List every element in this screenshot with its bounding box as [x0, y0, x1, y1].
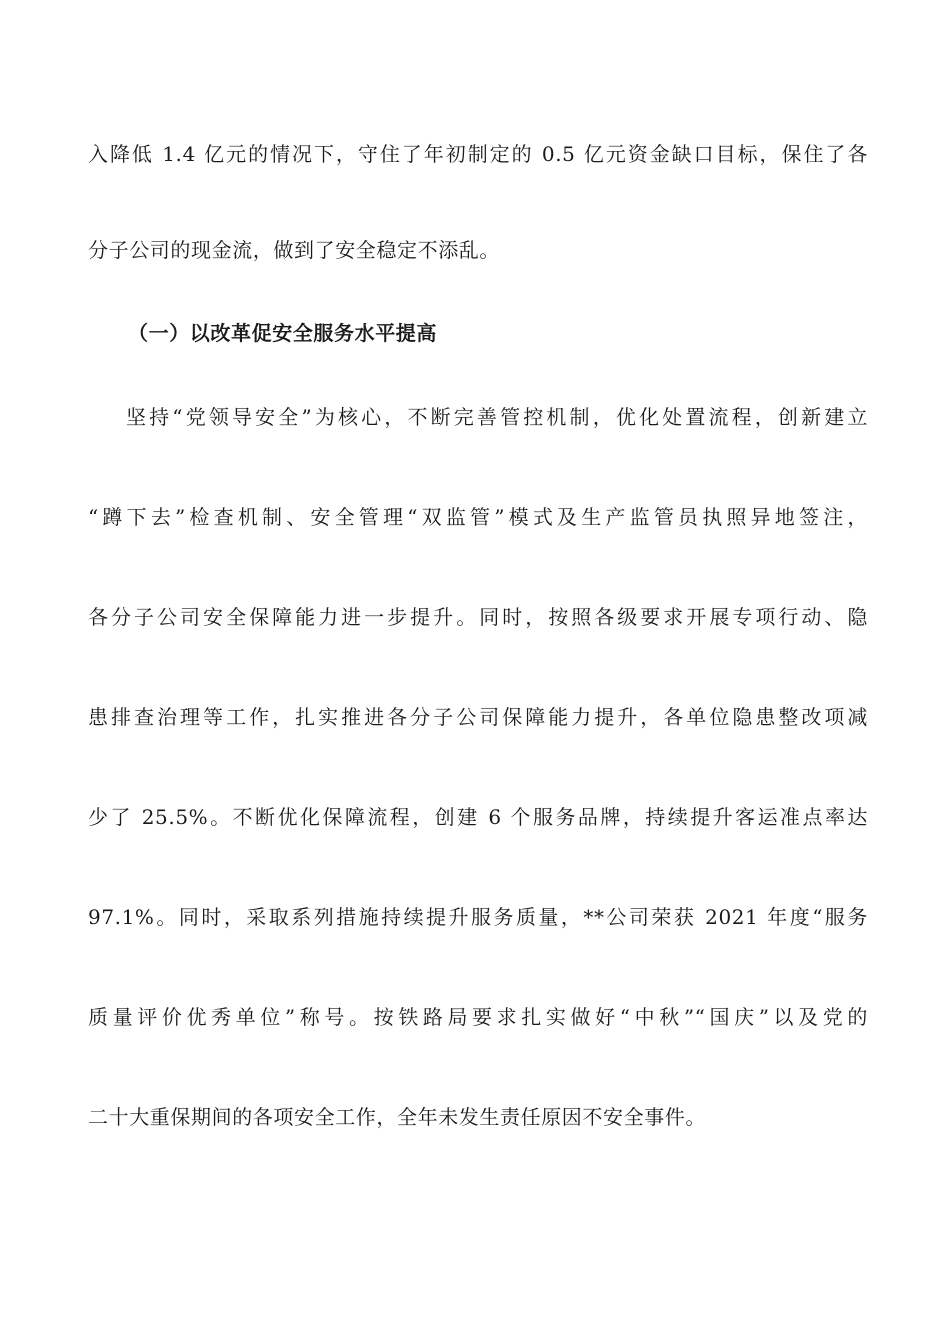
paragraph-line-3: 各分子公司安全保障能力进一步提升。同时，按照各级要求开展专项行动、隐 [88, 605, 868, 629]
paragraph-line-7: 质量评价优秀单位”称号。按铁路局要求扎实做好“中秋”“国庆”以及党的 [88, 1005, 868, 1029]
paragraph-line-8: 二十大重保期间的各项安全工作，全年未发生责任原因不安全事件。 [88, 1105, 706, 1129]
paragraph-line-1: 坚持“党领导安全”为核心，不断完善管控机制，优化处置流程，创新建立 [126, 405, 868, 429]
paragraph-line-6: 97.1%。同时，采取系列措施持续提升服务质量，**公司荣获 2021 年度“服务 [88, 905, 868, 929]
paragraph-line-2: “蹲下去”检查机制、安全管理“双监管”模式及生产监管员执照异地签注， [88, 505, 868, 529]
section-heading: （一）以改革促安全服务水平提高 [128, 321, 437, 345]
paragraph-line-5: 少了 25.5%。不断优化保障流程，创建 6 个服务品牌，持续提升客运准点率达 [88, 805, 868, 829]
text-line-1: 入降低 1.4 亿元的情况下，守住了年初制定的 0.5 亿元资金缺口目标，保住了各 [88, 142, 868, 166]
text-line-2: 分子公司的现金流，做到了安全稳定不添乱。 [88, 238, 500, 262]
paragraph-line-4: 患排查治理等工作，扎实推进各分子公司保障能力提升，各单位隐患整改项减 [88, 705, 868, 729]
